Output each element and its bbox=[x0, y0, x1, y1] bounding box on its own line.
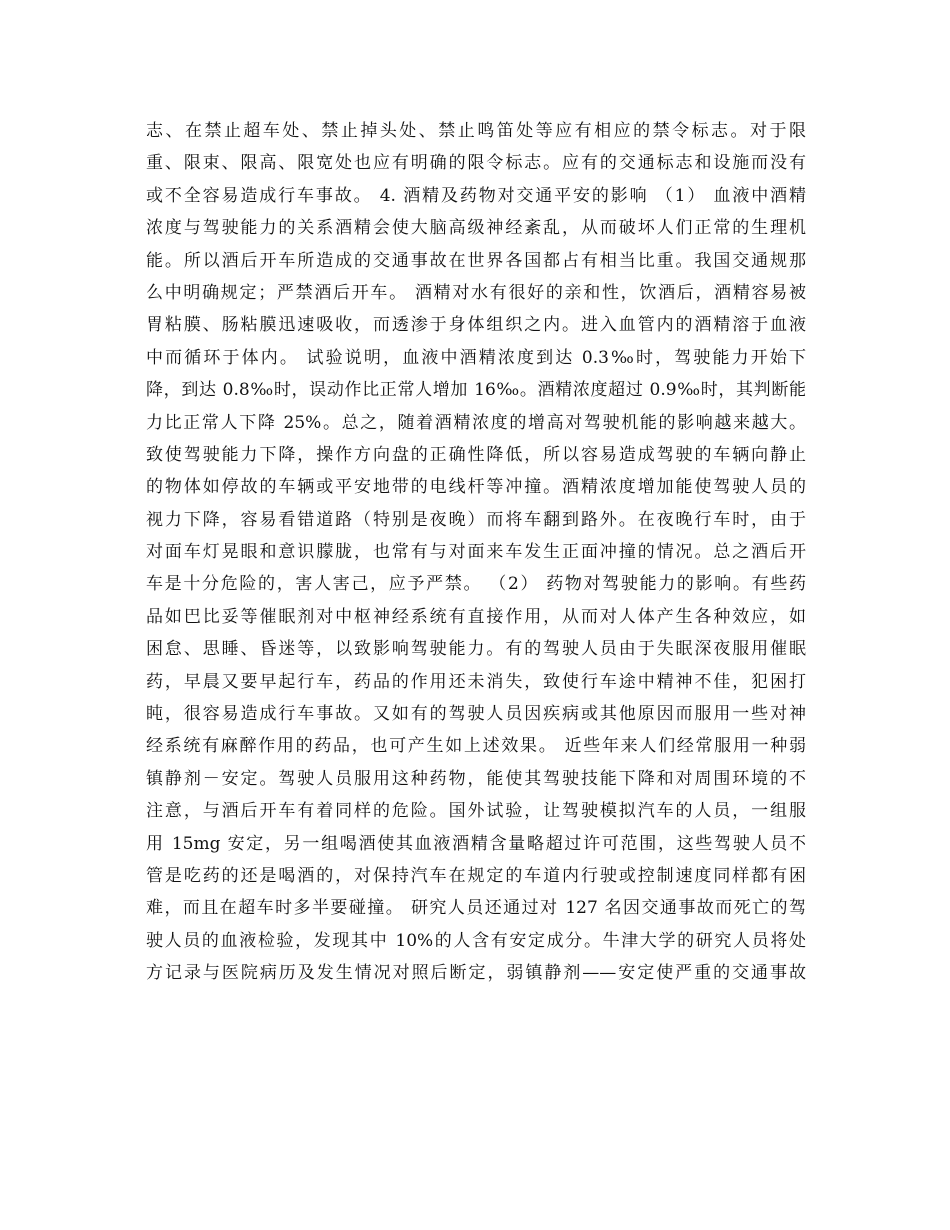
text-line: 镇静剂－安定。驾驶人员服用这种药物，能使其驾驶技能下降和对周围环境的不 bbox=[146, 768, 806, 789]
text-line: 胃粘膜、肠粘膜迅速吸收，而透渗于身体组织之内。进入血管内的酒精溶于血液 bbox=[146, 315, 806, 336]
text-line: 致使驾驶能力下降，操作方向盘的正确性降低，所以容易造成驾驶的车辆向静止 bbox=[146, 444, 806, 465]
text-line: 盹，很容易造成行车事故。又如有的驾驶人员因疾病或其他原因而服用一些对神 bbox=[146, 704, 806, 725]
text-line: 方记录与医院病历及发生情况对照后断定，弱镇静剂——安定使严重的交通事故 bbox=[146, 963, 806, 984]
text-line: 注意，与酒后开车有着同样的危险。国外试验，让驾驶模拟汽车的人员，一组服 bbox=[146, 801, 806, 822]
text-line: 难，而且在超车时多半要碰撞。 研究人员还通过对 127 名因交通事故而死亡的驾 bbox=[146, 898, 806, 919]
body-text bbox=[146, 115, 806, 990]
text-line: 药，早晨又要早起行车，药品的作用还未消失，致使行车途中精神不佳，犯困打 bbox=[146, 671, 806, 692]
text-line: 或不全容易造成行车事故。 4. 酒精及药物对交通平安的影响 （1） 血液中酒精 bbox=[146, 185, 806, 206]
text-line: 力比正常人下降 25%。总之，随着酒精浓度的增高对驾驶机能的影响越来越大。 bbox=[146, 412, 806, 433]
text-line: 中而循环于体内。 试验说明，血液中酒精浓度到达 0.3‰时，驾驶能力开始下 bbox=[146, 347, 806, 368]
text-line: 降，到达 0.8‰时，误动作比正常人增加 16‰。酒精浓度超过 0.9‰时，其判断能 bbox=[146, 380, 806, 401]
text-line: 重、限束、限高、限宽处也应有明确的限令标志。应有的交通标志和设施而没有 bbox=[146, 153, 806, 174]
text-line: 浓度与驾驶能力的关系酒精会使大脑高级神经紊乱，从而破坏人们正常的生理机 bbox=[146, 218, 806, 239]
text-line: 品如巴比妥等催眠剂对中枢神经系统有直接作用，从而对人体产生各种效应，如 bbox=[146, 606, 806, 627]
text-line: 驶人员的血液检验，发现其中 10%的人含有安定成分。牛津大学的研究人员将处 bbox=[146, 930, 806, 951]
text-line: 的物体如停故的车辆或平安地带的电线杆等冲撞。酒精浓度增加能使驾驶人员的 bbox=[146, 477, 806, 498]
text-line: 用 15mg 安定，另一组喝酒使其血液酒精含量略超过许可范围，这些驾驶人员不 bbox=[146, 833, 806, 854]
text-line: 视力下降，容易看错道路（特别是夜晚）而将车翻到路外。在夜晚行车时，由于 bbox=[146, 509, 806, 530]
text-line: 对面车灯晃眼和意识朦胧，也常有与对面来车发生正面冲撞的情况。总之酒后开 bbox=[146, 542, 806, 563]
text-line: 志、在禁止超车处、禁止掉头处、禁止鸣笛处等应有相应的禁令标志。对于限 bbox=[146, 121, 806, 141]
text-line: 么中明确规定；严禁酒后开车。 酒精对水有很好的亲和性，饮酒后，酒精容易被 bbox=[146, 282, 806, 303]
text-line: 管是吃药的还是喝酒的，对保持汽车在规定的车道内行驶或控制速度同样都有困 bbox=[146, 865, 806, 886]
text-line: 困怠、思睡、昏迷等，以致影响驾驶能力。有的驾驶人员由于失眠深夜服用催眠 bbox=[146, 639, 806, 660]
text-line: 车是十分危险的，害人害己，应予严禁。 （2） 药物对驾驶能力的影响。有些药 bbox=[146, 574, 806, 595]
text-line: 能。所以酒后开车所造成的交通事故在世界各国都占有相当比重。我国交通规那 bbox=[146, 250, 806, 271]
text-line: 经系统有麻醉作用的药品，也可产生如上述效果。 近些年来人们经常服用一种弱 bbox=[146, 736, 806, 757]
